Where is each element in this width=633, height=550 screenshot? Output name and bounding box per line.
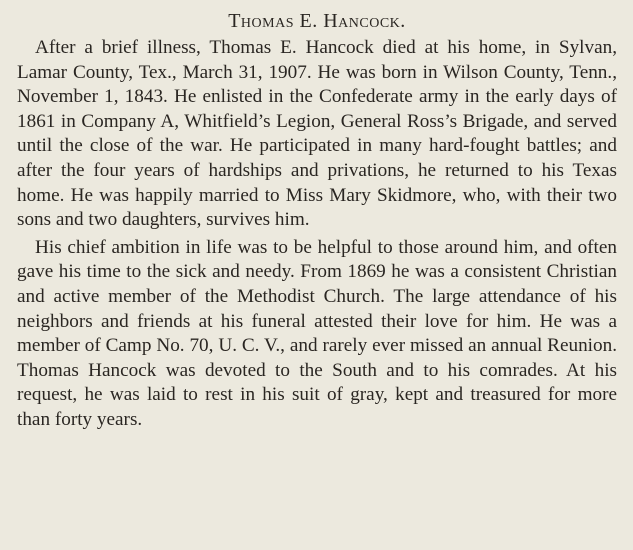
obituary-paragraph-1: After a brief illness, Thomas E. Hancock died at his home, in Sylvan, Lamar County, Tex., March 31, 1907. He was born in Wilson County, Tenn., November 1, 1843. He enlisted in the Confederate army in the early days of 1861 in Company A, Whitfield’s Legion, General Ross’s Brigade, and served until the close of the war. He participated in many hard-fought battles; and after the four years of hardships and privations, he returned to his Texas home. He was happily married to Miss Mary Skidmore, who, with their two sons and two daughters, survives him.	[17, 37, 617, 231]
obituary-title: Thomas E. Hancock.	[228, 10, 406, 32]
obituary-paragraph-2: His chief ambition in life was to be helpful to those around him, and often gave his time to the sick and needy. From 1869 he was a consistent Christian and active member of the Methodist Church. The large attendance of his neighbors and friends at his funeral attested their love for him. He was a member of Camp No. 70, U. C. V., and rarely ever missed an annual Reunion. Thomas Hancock was devoted to the South and to his comrades. At his request, he was laid to rest in his suit of gray, kept and treasured for more than forty years.	[17, 236, 617, 430]
